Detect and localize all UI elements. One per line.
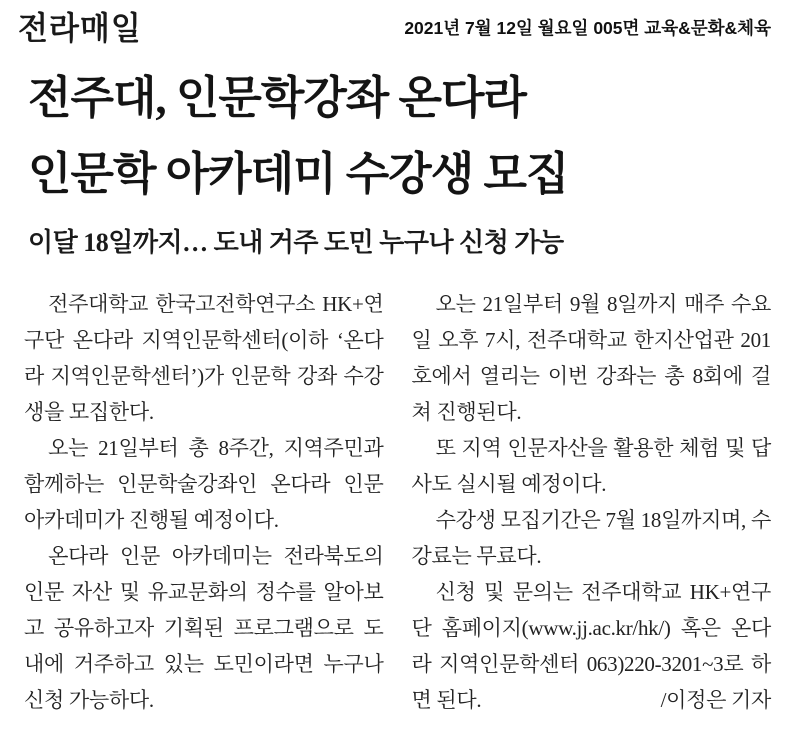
body-paragraph: 또 지역 인문자산을 활용한 체험 및 답사도 실시될 예정이다. [411, 436, 771, 496]
body-paragraph: 수강생 모집기간은 7월 18일까지며, 수강료는 무료다. [411, 508, 771, 568]
body-paragraph: 오는 21일부터 9월 8일까지 매주 수요일 오후 7시, 전주대학교 한지산업관 201호에서 열리는 이번 강좌는 총 8회에 걸쳐 진행된다. [411, 292, 771, 424]
body-paragraph: 온다라 인문 아카데미는 전라북도의 인문 자산 및 유교문화의 정수를 알아보고 공유하고자 기획된 프로그램으로 도내에 거주하고 있는 도민이라면 누구나 신청 가능하다. [24, 544, 384, 712]
headline-line-1: 전주대, 인문학강좌 온다라 [28, 73, 526, 123]
body-column-left [24, 286, 384, 718]
article-headline [28, 60, 765, 212]
body-paragraph-text: 신청 및 문의는 전주대학교 HK+연구단 홈페이지(www.jj.ac.kr/hk/) 혹은 온다라 지역인문학센터 063)220-3201~3로 하면 된다. [411, 580, 771, 712]
article-subheadline: 이달 18일까지… 도내 거주 도민 누구나 신청 가능 [28, 228, 564, 257]
reporter-byline: /이정은 기자 [660, 688, 771, 712]
body-paragraph: 오는 21일부터 총 8주간, 지역주민과 함께하는 인문학술강좌인 온다라 인문 아카데미가 진행될 예정이다. [24, 436, 384, 532]
headline-line-2: 인문학 아카데미 수강생 모집 [28, 149, 569, 199]
newspaper-logo: 전라매일 [18, 10, 142, 47]
edition-dateline: 2021년 7월 12일 월요일 005면 교육&문화&체육 [404, 18, 771, 38]
body-paragraph: 전주대학교 한국고전학연구소 HK+연구단 온다라 지역인문학센터(이하 ‘온다라 지역인문학센터’)가 인문학 강좌 수강생을 모집한다. [24, 292, 384, 424]
body-column-right [412, 286, 772, 718]
body-paragraph-last [412, 574, 772, 718]
masthead [0, 0, 785, 46]
article-body [24, 286, 771, 718]
